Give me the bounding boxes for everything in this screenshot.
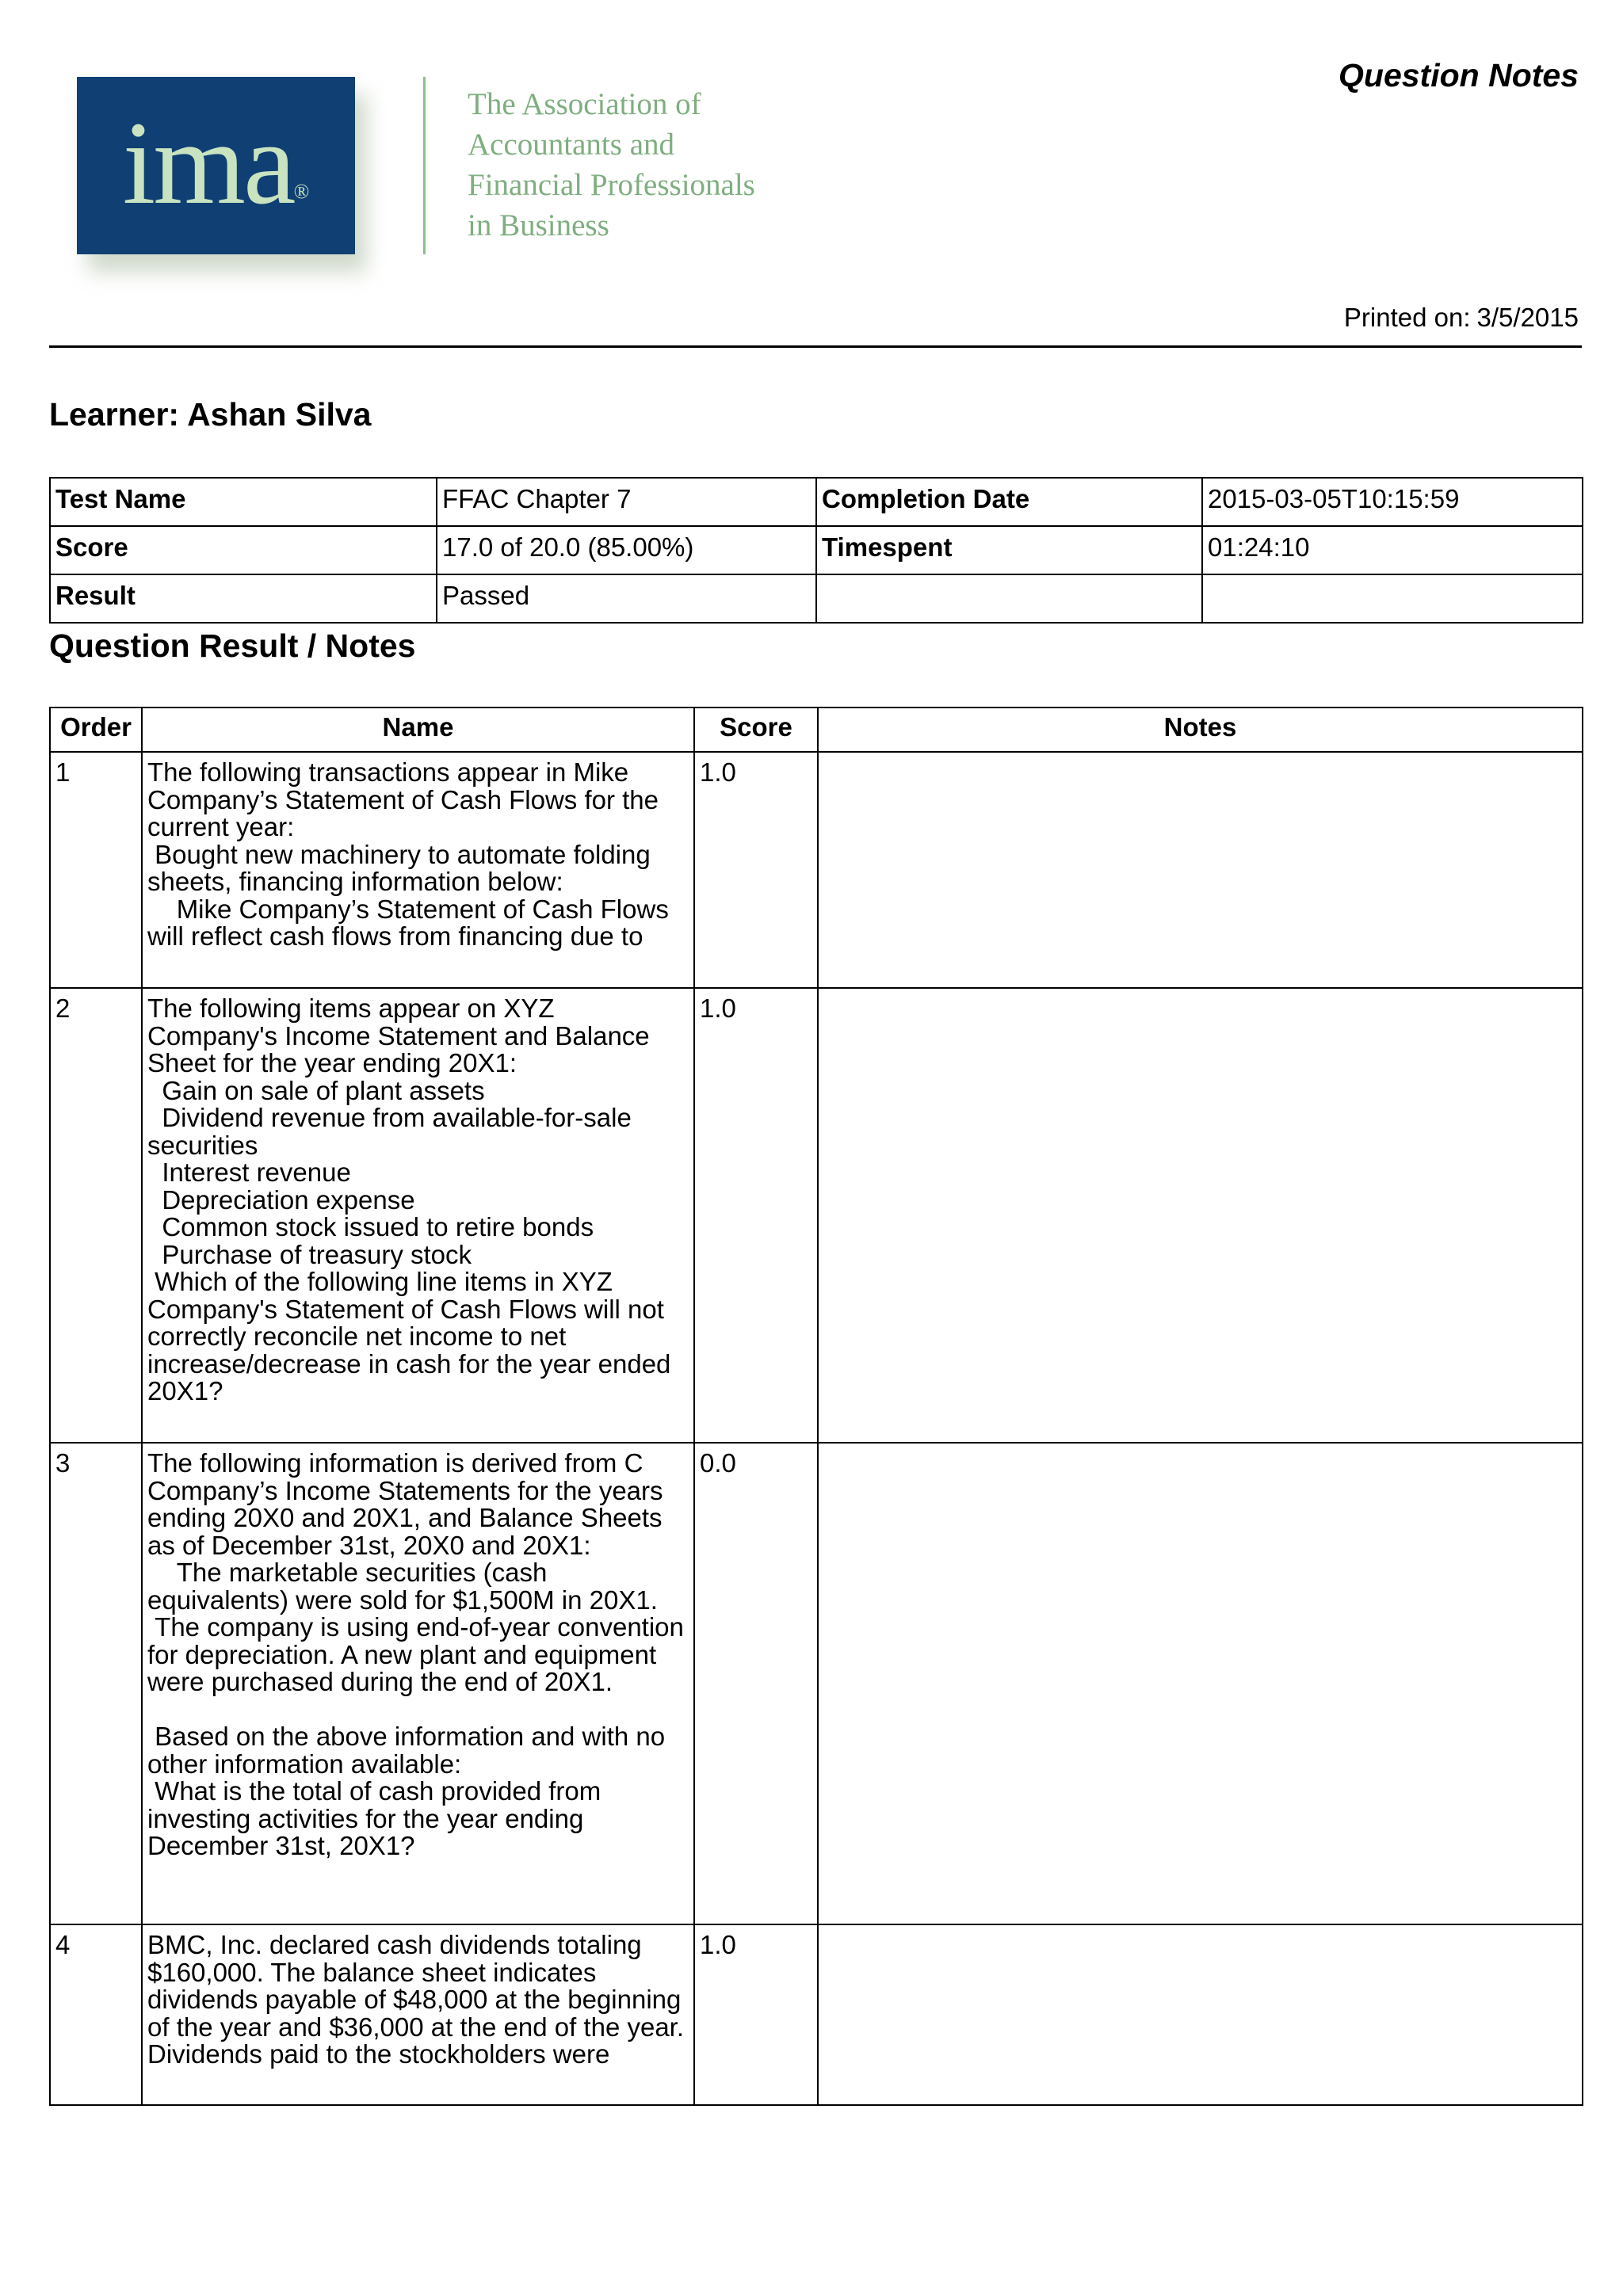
result-label: Result	[50, 574, 437, 623]
header-divider	[49, 345, 1582, 348]
question-score: 1.0	[694, 988, 818, 1443]
question-name: BMC, Inc. declared cash dividends totaling $160,000. The balance sheet indicates dividends payable of $48,000 at the beginning of the year and $36,000 at the end of the year. Dividends paid to the stockholders were	[142, 1924, 694, 2105]
question-name: The following items appear on XYZ Company's Income Statement and Balance Sheet for the year ending 20X1: Gain on sale of plant assets Dividend revenue from available-for-sale securities Interest revenue Depreciation expense Common stock issued to retire bonds Purchase of treasury stock Which of the following line items in XYZ Company's Statement of Cash Flows will not correctly reconcile net income to net increase/decrease in cash for the year ended 20X1?	[142, 988, 694, 1443]
learner-heading	[49, 396, 372, 433]
timespent-value: 01:24:10	[1202, 526, 1583, 574]
printed-label: Printed on:	[1343, 303, 1471, 332]
table-row	[50, 752, 1583, 988]
question-name: The following transactions appear in Mike Company’s Statement of Cash Flows for the current year: Bought new machinery to automate folding sheets, financing information below: Mike Company’s Statement of Cash Flows will reflect cash flows from financing due to	[142, 752, 694, 988]
score-column-header: Score	[694, 707, 818, 752]
score-value: 17.0 of 20.0 (85.00%)	[437, 526, 816, 574]
question-notes	[818, 1924, 1583, 2105]
logo-text: ima	[122, 97, 294, 229]
empty-cell	[816, 574, 1202, 623]
learner-label: Learner:	[49, 396, 180, 433]
association-name	[468, 84, 755, 246]
table-row	[50, 988, 1583, 1443]
question-order: 2	[50, 988, 142, 1443]
timespent-label: Timespent	[816, 526, 1202, 574]
registered-mark: ®	[293, 180, 310, 203]
question-order: 1	[50, 752, 142, 988]
notes-column-header: Notes	[818, 707, 1583, 752]
test-summary-table	[49, 477, 1583, 624]
completion-date-label: Completion Date	[816, 478, 1202, 526]
summary-row	[50, 574, 1583, 623]
table-header-row	[50, 707, 1583, 752]
completion-date-value: 2015-03-05T10:15:59	[1202, 478, 1583, 526]
question-notes	[818, 1443, 1583, 1924]
test-name-value: FFAC Chapter 7	[437, 478, 816, 526]
logo-divider	[423, 77, 426, 254]
question-results-heading: Question Result / Notes	[49, 627, 416, 664]
table-row	[50, 1924, 1583, 2105]
table-row	[50, 1443, 1583, 1924]
ima-logo	[77, 77, 355, 254]
printed-date: 3/5/2015	[1476, 303, 1579, 332]
question-results-table	[49, 707, 1583, 2106]
question-name: The following information is derived from C Company’s Income Statements for the years ending 20X0 and 20X1, and Balance Sheets as of December 31st, 20X0 and 20X1: The marketable securities (cash equivalents) were sold for $1,500M in 20X1. The company is using end-of-year convention for depreciation. A new plant and equipment were purchased during the end of 20X1. Based on the above information and with no other information available: What is the total of cash provided from investing activities for the year ending December 31st, 20X1?	[142, 1443, 694, 1924]
printed-on	[1344, 303, 1579, 333]
question-score: 1.0	[694, 1924, 818, 2105]
order-column-header: Order	[50, 707, 142, 752]
test-name-label: Test Name	[50, 478, 437, 526]
result-value: Passed	[437, 574, 816, 623]
question-order: 3	[50, 1443, 142, 1924]
question-score: 1.0	[694, 752, 818, 988]
association-line-1: The Association of	[468, 87, 701, 121]
question-notes	[818, 988, 1583, 1443]
summary-row	[50, 526, 1583, 574]
question-score: 0.0	[694, 1443, 818, 1924]
question-order: 4	[50, 1924, 142, 2105]
learner-name: Ashan Silva	[187, 396, 372, 433]
logo-wordmark	[77, 97, 355, 229]
association-line-4: in Business	[468, 208, 609, 242]
association-line-2: Accountants and	[468, 128, 675, 162]
summary-row	[50, 478, 1583, 526]
question-notes	[818, 752, 1583, 988]
empty-cell	[1202, 574, 1583, 623]
document-title: Question Notes	[1338, 57, 1579, 93]
score-label: Score	[50, 526, 437, 574]
association-line-3: Financial Professionals	[468, 168, 755, 202]
name-column-header: Name	[142, 707, 694, 752]
